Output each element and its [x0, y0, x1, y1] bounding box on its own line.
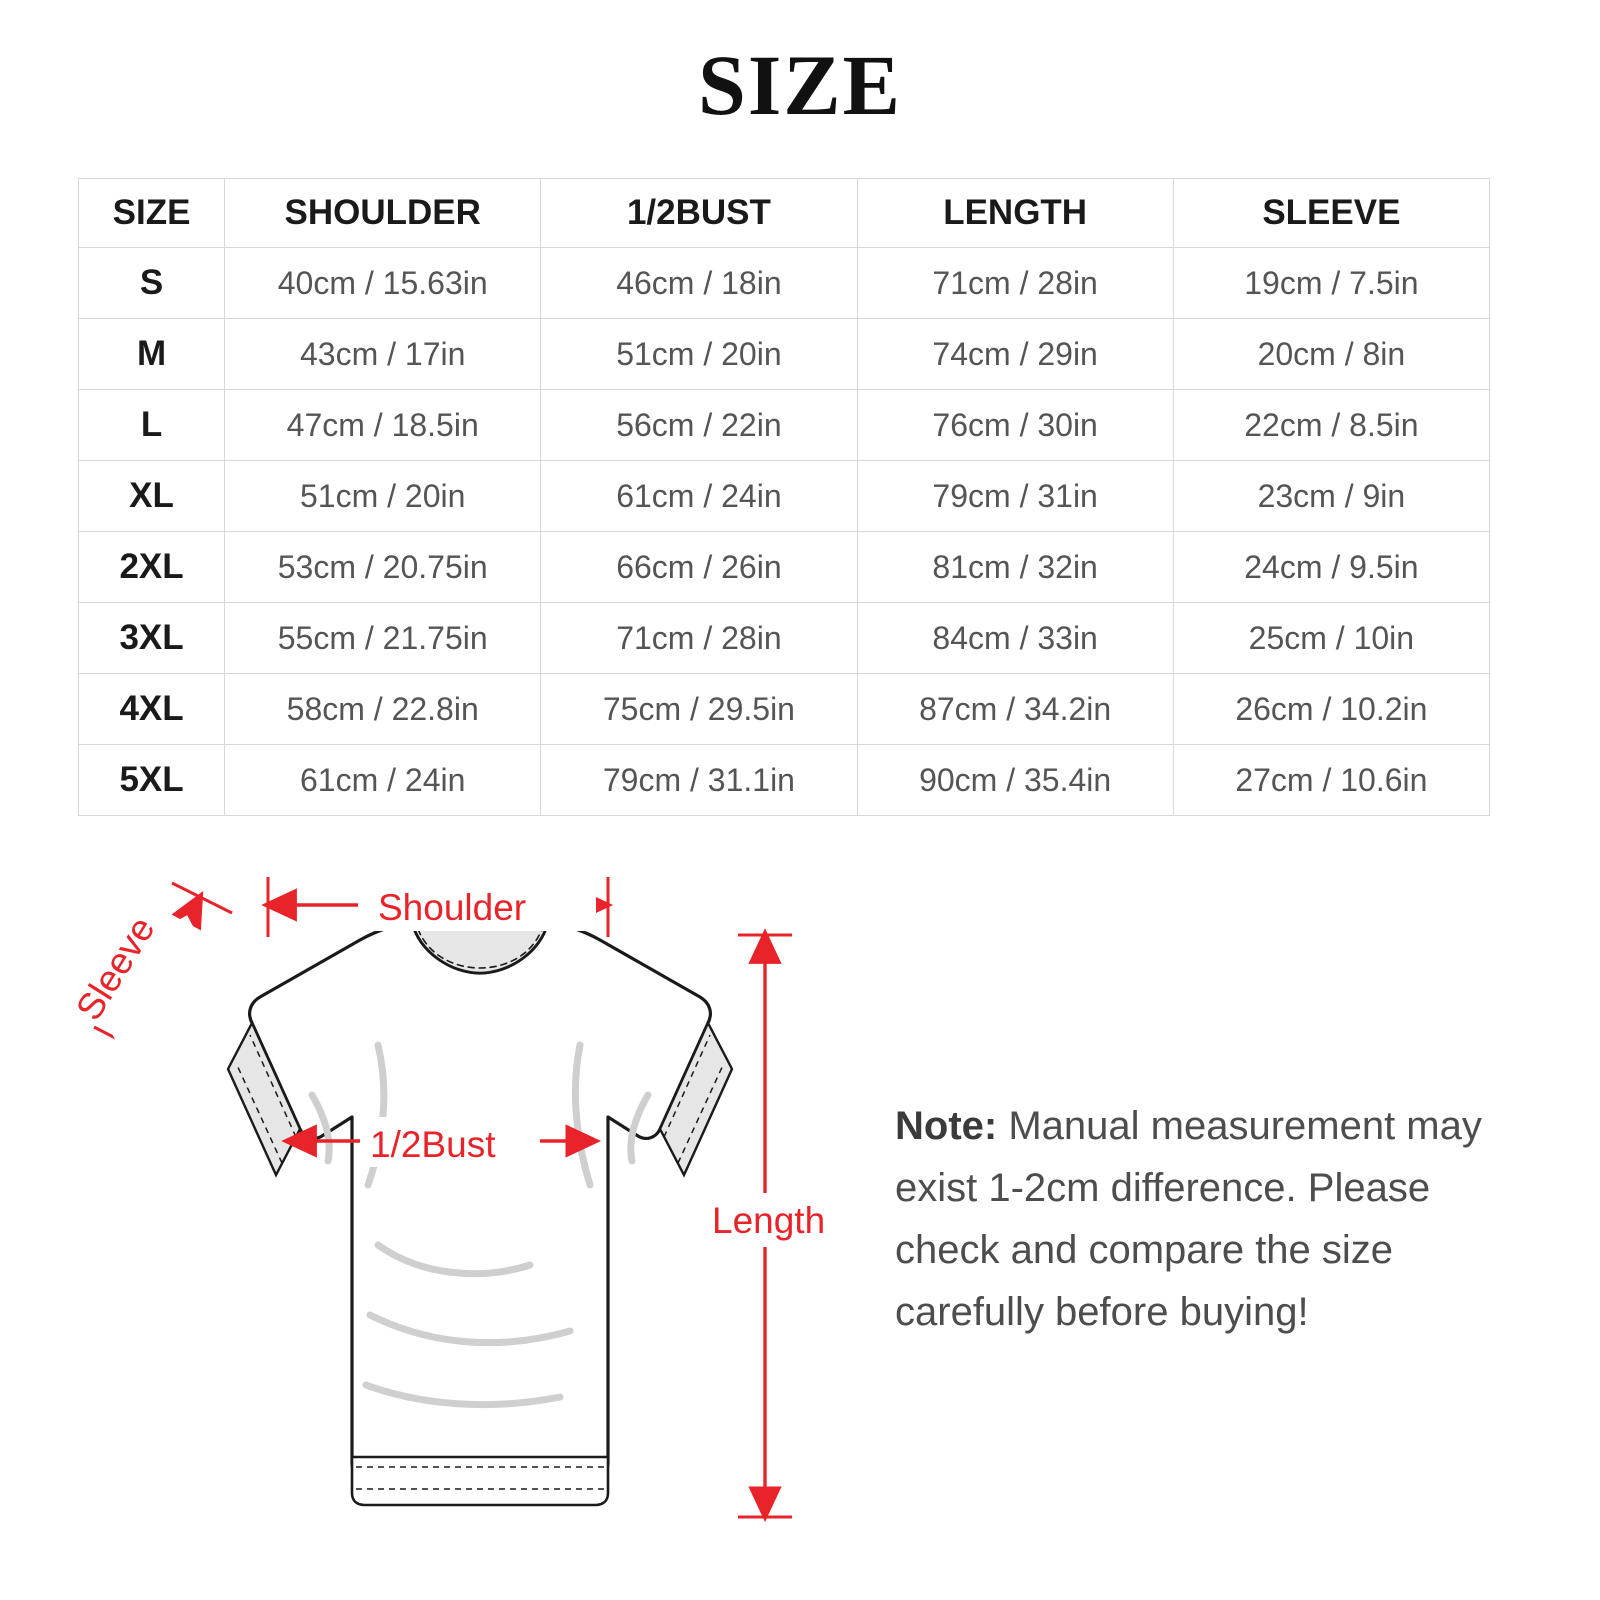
table-header-row — [79, 179, 1490, 248]
column-header-shoulder: SHOULDER — [225, 179, 541, 248]
tshirt-illustration — [250, 911, 711, 1475]
table-row — [79, 248, 1490, 319]
cell-shoulder: 40cm / 15.63in — [225, 248, 541, 319]
cell-bust: 56cm / 22in — [541, 390, 857, 461]
label-sleeve: Sleeve — [68, 909, 163, 1028]
cell-sleeve: 26cm / 10.2in — [1173, 674, 1489, 745]
tshirt-measurement-diagram — [60, 845, 850, 1565]
column-header-bust: 1/2BUST — [541, 179, 857, 248]
column-header-sleeve: SLEEVE — [1173, 179, 1489, 248]
cell-bust: 61cm / 24in — [541, 461, 857, 532]
cell-bust: 66cm / 26in — [541, 532, 857, 603]
table-row — [79, 603, 1490, 674]
cell-bust: 71cm / 28in — [541, 603, 857, 674]
cell-shoulder: 58cm / 22.8in — [225, 674, 541, 745]
label-shoulder: Shoulder — [378, 887, 527, 928]
table-row — [79, 674, 1490, 745]
cell-shoulder: 53cm / 20.75in — [225, 532, 541, 603]
cell-shoulder: 55cm / 21.75in — [225, 603, 541, 674]
table-row — [79, 745, 1490, 816]
cell-length: 90cm / 35.4in — [857, 745, 1173, 816]
cell-shoulder: 47cm / 18.5in — [225, 390, 541, 461]
size-chart-table — [78, 178, 1490, 816]
cell-sleeve: 23cm / 9in — [1173, 461, 1489, 532]
page-title: SIZE — [697, 37, 903, 133]
cell-shoulder: 51cm / 20in — [225, 461, 541, 532]
column-header-size: SIZE — [79, 179, 225, 248]
cell-size: 5XL — [79, 745, 225, 816]
label-half-bust: 1/2Bust — [370, 1124, 496, 1165]
note-label: Note: — [895, 1104, 998, 1148]
cell-length: 71cm / 28in — [857, 248, 1173, 319]
column-header-length: LENGTH — [857, 179, 1173, 248]
cell-length: 76cm / 30in — [857, 390, 1173, 461]
note-block — [895, 1095, 1535, 1343]
cell-size: 4XL — [79, 674, 225, 745]
cell-length: 87cm / 34.2in — [857, 674, 1173, 745]
cell-shoulder: 61cm / 24in — [225, 745, 541, 816]
cell-shoulder: 43cm / 17in — [225, 319, 541, 390]
cell-size: 2XL — [79, 532, 225, 603]
cell-length: 74cm / 29in — [857, 319, 1173, 390]
cell-size: L — [79, 390, 225, 461]
cell-sleeve: 24cm / 9.5in — [1173, 532, 1489, 603]
cell-length: 79cm / 31in — [857, 461, 1173, 532]
cell-bust: 75cm / 29.5in — [541, 674, 857, 745]
cell-sleeve: 19cm / 7.5in — [1173, 248, 1489, 319]
cell-length: 81cm / 32in — [857, 532, 1173, 603]
label-length: Length — [712, 1200, 826, 1241]
table-row — [79, 319, 1490, 390]
cell-size: XL — [79, 461, 225, 532]
table-row — [79, 390, 1490, 461]
cell-size: 3XL — [79, 603, 225, 674]
cell-sleeve: 20cm / 8in — [1173, 319, 1489, 390]
cell-bust: 79cm / 31.1in — [541, 745, 857, 816]
note-text: Manual measurement may exist 1-2cm difference. Please check and compare the size carefully before buying! — [895, 1104, 1482, 1334]
cell-sleeve: 27cm / 10.6in — [1173, 745, 1489, 816]
cell-sleeve: 25cm / 10in — [1173, 603, 1489, 674]
cell-bust: 51cm / 20in — [541, 319, 857, 390]
cell-sleeve: 22cm / 8.5in — [1173, 390, 1489, 461]
table-row — [79, 532, 1490, 603]
cell-length: 84cm / 33in — [857, 603, 1173, 674]
cell-size: S — [79, 248, 225, 319]
cell-bust: 46cm / 18in — [541, 248, 857, 319]
cell-size: M — [79, 319, 225, 390]
table-row — [79, 461, 1490, 532]
